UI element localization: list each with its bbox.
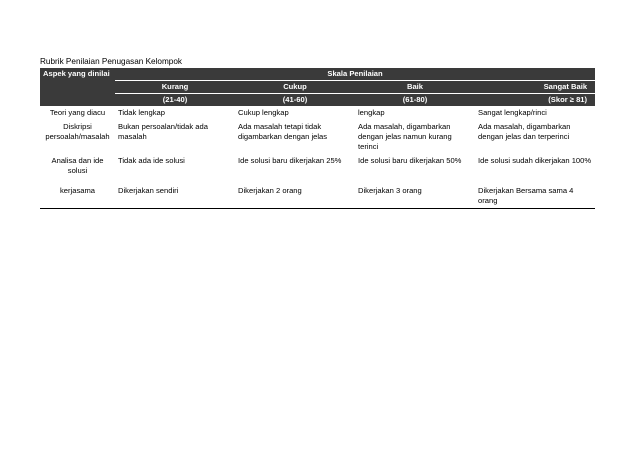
aspek-cell: Analisa dan ide solusi <box>51 156 104 175</box>
table-cell: Cukup lengkap <box>238 108 289 117</box>
table-cell: Ada masalah, digambarkan dengan jelas dan terperinci <box>478 122 571 141</box>
table-cell: Dikerjakan sendiri <box>115 184 235 209</box>
table-cell: Sangat lengkap/rinci <box>478 108 547 117</box>
header-skala-penilaian: Skala Penilaian <box>115 68 595 81</box>
header-range-cukup: (41-60) <box>235 94 355 107</box>
header-row-levels <box>40 81 595 94</box>
header-level-sangat-baik: Sangat Baik <box>475 81 595 94</box>
header-range-kurang: (21-40) <box>115 94 235 107</box>
table-row <box>40 106 595 120</box>
page-title: Rubrik Penilaian Penugasan Kelompok <box>40 57 183 66</box>
table-cell: Ide solusi sudah dikerjakan 100% <box>478 156 592 165</box>
header-row-ranges <box>40 94 595 107</box>
table-cell: Dikerjakan Bersama sama 4 orang <box>475 184 595 209</box>
header-level-cukup: Cukup <box>235 81 355 94</box>
table-row <box>40 154 595 184</box>
table-cell: Ada masalah, digambarkan dengan jelas namun kurang terinci <box>358 122 452 151</box>
header-range-baik: (61-80) <box>355 94 475 107</box>
table-cell: lengkap <box>358 108 385 117</box>
table-cell: Dikerjakan 3 orang <box>355 184 475 209</box>
aspek-cell: Teori yang diacu <box>49 108 106 117</box>
aspek-cell: Diskripsi persoalah/masalah <box>45 122 110 141</box>
table-cell: Bukan persoalan/tidak ada masalah <box>118 122 208 141</box>
table-cell: Tidak lengkap <box>118 108 165 117</box>
table-cell: Ada masalah tetapi tidak digambarkan dengan jelas <box>238 122 328 141</box>
table-cell: Ide solusi baru dikerjakan 50% <box>358 156 462 165</box>
header-level-kurang: Kurang <box>115 81 235 94</box>
table-cell: Dikerjakan 2 orang <box>235 184 355 209</box>
table-cell: Tidak ada ide solusi <box>118 156 185 165</box>
aspek-cell: kerjasama <box>40 184 115 209</box>
rubric-table <box>40 68 595 209</box>
header-row-skala <box>40 68 595 81</box>
header-aspek: Aspek yang dinilai <box>40 68 115 106</box>
header-range-sangat-baik: (Skor ≥ 81) <box>475 94 595 107</box>
header-level-baik: Baik <box>355 81 475 94</box>
table-row <box>40 120 595 154</box>
table-row <box>40 184 595 209</box>
table-cell: Ide solusi baru dikerjakan 25% <box>238 156 342 165</box>
